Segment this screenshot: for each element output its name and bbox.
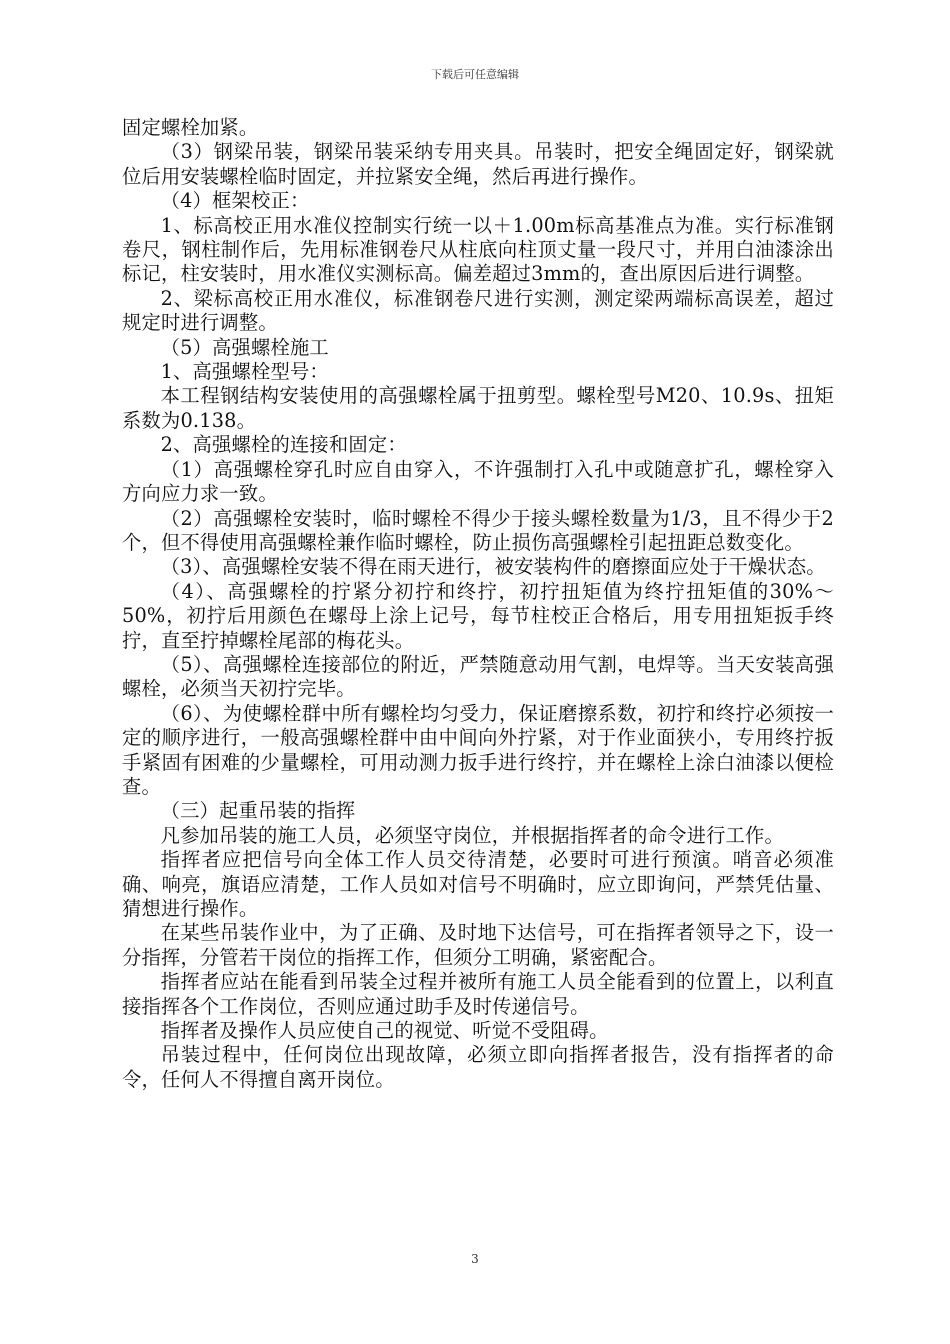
paragraph: 本工程钢结构安装使用的高强螺栓属于扭剪型。螺栓型号M20、10.9s、扭矩系数为0.138。 [122,384,834,432]
paragraph: 固定螺栓加紧。 [122,116,259,139]
document-body [122,116,834,1092]
paragraph: （5）高强螺栓施工 [160,335,329,359]
paragraph: 凡参加吊装的施工人员，必须坚守岗位，并根据指挥者的命令进行工作。 [160,823,784,847]
paragraph: 吊装过程中，任何岗位出现故障，必须立即向指挥者报告，没有指挥者的命令，任何人不得擅自离开岗位。 [122,1043,834,1091]
paragraph: （3）钢梁吊装，钢梁吊装采纳专用夹具。吊装时，把安全绳固定好，钢梁就位后用安装螺栓临时固定，并拉紧安全绳，然后再进行操作。 [122,140,834,188]
paragraph: 1、标高校正用水准仪控制实行统一以＋1.00m标高基准点为准。实行标准钢卷尺，钢柱制作后，先用标准钢卷尺从柱底向柱顶丈量一段尺寸，并用白油漆涂出标记，柱安装时，用水准仪实测标高。偏差超过3mm的，查出原因后进行调整。 [122,213,834,286]
page-header: 下载后可任意编辑 [431,68,519,81]
paragraph: （1）高强螺栓穿孔时应自由穿入，不许强制打入孔中或随意扩孔，螺栓穿入方向应力求一致。 [122,457,834,506]
paragraph: 指挥者应站在能看到吊装全过程并被所有施工人员全能看到的位置上，以利直接指挥各个工作岗位，否则应通过助手及时传递信号。 [122,970,834,1018]
paragraph: （2）高强螺栓安装时，临时螺栓不得少于接头螺栓数量为1/3，且不得少于2个，但不得使用高强螺栓兼作临时螺栓，防止损伤高强螺栓引起扭距总数变化。 [122,506,834,554]
paragraph: 指挥者应把信号向全体工作人员交待清楚，必要时可进行预演。哨音必须准确、响亮，旗语应清楚，工作人员如对信号不明确时，应立即询问，严禁凭估量、猜想进行操作。 [122,848,834,920]
paragraph: （4）框架校正： [160,189,310,213]
paragraph: 2、梁标高校正用水准仪，标准钢卷尺进行实测，测定梁两端标高误差，超过规定时进行调整。 [122,286,834,335]
paragraph: （6）、为使螺栓群中所有螺栓均匀受力，保证磨擦系数，初拧和终拧必须按一定的顺序进行，一般高强螺栓群中由中间向外拧紧，对于作业面狭小，专用终拧扳手紧固有困难的少量螺栓，可用动测力扳手进行终拧，并在螺栓上涂白油漆以便检查。 [122,701,834,798]
paragraph: （3）、高强螺栓安装不得在雨天进行，被安装构件的磨擦面应处于干燥状态。 [160,555,826,579]
page-number: 3 [471,1252,479,1266]
paragraph: （4）、高强螺栓的拧紧分初拧和终拧，初拧扭矩值为终拧扭矩值的30%～50%，初拧后用颜色在螺母上涂上记号，每节柱校正合格后，用专用扭矩扳手终拧，直至拧掉螺栓尾部的梅花头。 [122,579,834,652]
paragraph: （三）起重吊装的指挥 [160,799,356,823]
paragraph: （5）、高强螺栓连接部位的附近，严禁随意动用气割，电焊等。当天安装高强螺栓，必须当天初拧完毕。 [122,652,834,701]
paragraph: 指挥者及操作人员应使自己的视觉、听觉不受阻碍。 [160,1019,609,1043]
paragraph: 1、高强螺栓型号： [160,360,329,384]
paragraph: 在某些吊装作业中，为了正确、及时地下达信号，可在指挥者领导之下，设一分指挥，分管若干岗位的指挥工作，但须分工明确，紧密配合。 [122,921,834,969]
paragraph: 2、高强螺栓的连接和固定： [160,433,407,457]
